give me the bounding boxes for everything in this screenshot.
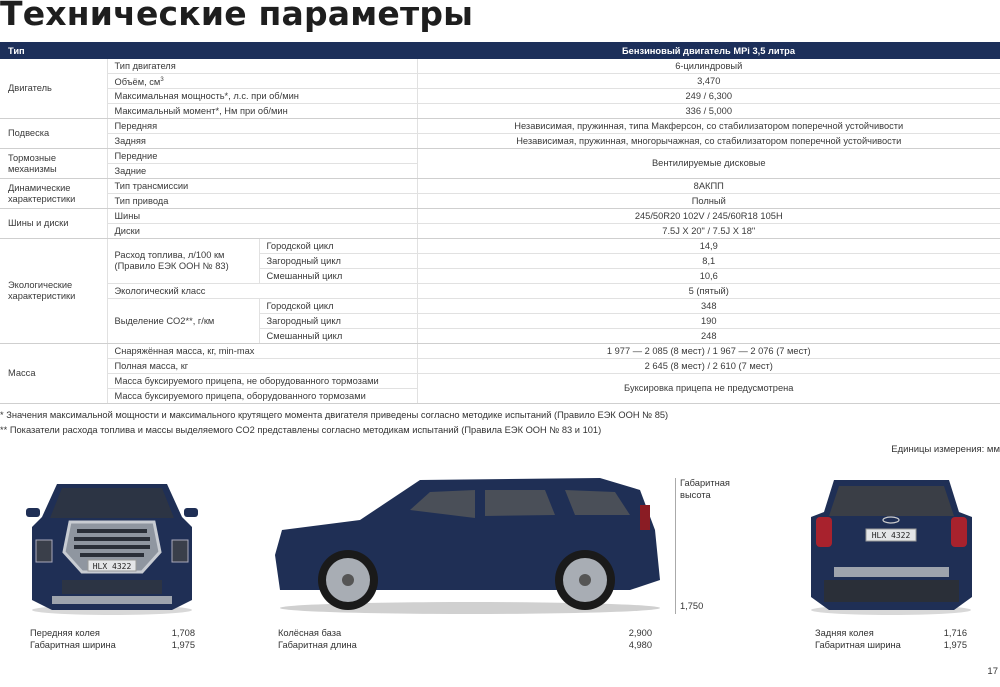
side-dimensions: Колёсная база 2,900 Габаритная длина 4,980 — [278, 628, 652, 650]
table-row — [0, 224, 1000, 239]
table-row — [0, 284, 1000, 299]
group-brakes: Тормозные механизмы — [0, 149, 107, 179]
co2-label: Выделение CO2**, г/км — [107, 299, 259, 344]
table-row — [0, 194, 1000, 209]
footnotes — [0, 408, 668, 438]
row-value: 10,6 — [417, 269, 1000, 284]
row-label: Загородный цикл — [259, 254, 417, 269]
group-mass: Масса — [0, 344, 107, 404]
row-label: Загородный цикл — [259, 314, 417, 329]
row-label: Городской цикл — [259, 299, 417, 314]
row-label: Тип трансмиссии — [107, 179, 417, 194]
header-engine: Бензиновый двигатель MPi 3,5 литра — [417, 42, 1000, 59]
row-value: 7.5J X 20" / 7.5J X 18" — [417, 224, 1000, 239]
height-label: Габаритная высота — [680, 478, 730, 500]
row-value: 2 645 (8 мест) / 2 610 (7 мест) — [417, 359, 1000, 374]
page-title: Технические параметры — [0, 0, 474, 33]
row-label: Передняя — [107, 119, 417, 134]
footnote-1: * Значения максимальной мощности и максимального крутящего момента двигателя приведены согласно методике испытаний (Правило ЕЭК ООН № 85) — [0, 410, 669, 420]
row-value: Независимая, пружинная, многорычажная, со стабилизатором поперечной устойчивости — [417, 134, 1000, 149]
group-eco: Экологические характеристики — [0, 239, 107, 344]
row-label: Объём, $см^3$ — [107, 74, 417, 89]
group-tires: Шины и диски — [0, 209, 107, 239]
row-label: Тип двигателя — [107, 59, 417, 74]
row-label: Снаряжённая масса, кг, min-max — [107, 344, 417, 359]
group-engine: Двигатель — [0, 59, 107, 119]
row-value: 336 / 5,000 — [417, 104, 1000, 119]
row-value: 6-цилиндровый — [417, 59, 1000, 74]
row-value: Вентилируемые дисковые — [417, 149, 1000, 179]
row-value: 348 — [417, 299, 1000, 314]
row-value: 8АКПП — [417, 179, 1000, 194]
row-value: 5 (пятый) — [417, 284, 1000, 299]
row-value: 249 / 6,300 — [417, 89, 1000, 104]
group-suspension: Подвеска — [0, 119, 107, 149]
row-value: 190 — [417, 314, 1000, 329]
row-label: Диски — [107, 224, 417, 239]
row-value: 248 — [417, 329, 1000, 344]
table-row — [0, 239, 1000, 254]
row-label: Смешанный цикл — [259, 329, 417, 344]
row-label: Задние — [107, 164, 417, 179]
row-label: Максимальная мощность*, л.с. при об/мин — [107, 89, 417, 104]
row-label: Тип привода — [107, 194, 417, 209]
rear-dimensions: Задняя колея 1,716 Габаритная ширина 1,975 — [815, 628, 967, 650]
table-row — [0, 74, 1000, 89]
table-row — [0, 344, 1000, 359]
row-label: Задняя — [107, 134, 417, 149]
height-dimension-line — [675, 478, 676, 614]
car-rear-image — [804, 472, 979, 617]
row-value: 14,9 — [417, 239, 1000, 254]
row-value: Независимая, пружинная, типа Макферсон, со стабилизатором поперечной устойчивости — [417, 119, 1000, 134]
row-label: Городской цикл — [259, 239, 417, 254]
row-value: Полный — [417, 194, 1000, 209]
car-front-image — [22, 472, 202, 617]
row-label: Шины — [107, 209, 417, 224]
table-row — [0, 209, 1000, 224]
row-value: 8,1 — [417, 254, 1000, 269]
row-value: Буксировка прицепа не предусмотрена — [417, 374, 1000, 404]
table-header — [0, 42, 1000, 59]
row-value: 3,470 — [417, 74, 1000, 89]
svg-text:HLX 4322: HLX 4322 — [871, 531, 911, 540]
row-value: 245/50R20 102V / 245/60R18 105H — [417, 209, 1000, 224]
page-number: 17 — [987, 666, 998, 677]
table-row — [0, 299, 1000, 314]
row-label: Максимальный момент*, Нм при об/мин — [107, 104, 417, 119]
front-dimensions: Передняя колея 1,708 Габаритная ширина 1,975 — [30, 628, 195, 650]
footnote-2: ** Показатели расхода топлива и массы выделяемого CO2 представлены согласно методикам испытаний (Правила ЕЭК ООН № 83 и 101) — [0, 425, 602, 435]
row-label: Экологический класс — [107, 284, 417, 299]
table-row — [0, 374, 1000, 389]
group-dynamics: Динамические характеристики — [0, 179, 107, 209]
table-row — [0, 119, 1000, 134]
table-row — [0, 134, 1000, 149]
row-label: Передние — [107, 149, 417, 164]
fuel-label: Расход топлива, л/100 км (Правило ЕЭК ООН № 83) — [107, 239, 259, 284]
car-side-image — [270, 470, 665, 615]
spec-table — [0, 42, 1000, 404]
header-type: Тип — [0, 42, 417, 59]
table-row — [0, 104, 1000, 119]
table-row — [0, 179, 1000, 194]
table-row — [0, 59, 1000, 74]
table-row — [0, 149, 1000, 164]
row-label: Смешанный цикл — [259, 269, 417, 284]
table-row — [0, 359, 1000, 374]
row-label: Масса буксируемого прицепа, оборудованного тормозами — [107, 389, 417, 404]
table-row — [0, 89, 1000, 104]
height-value: 1,750 — [680, 601, 704, 611]
svg-text:HLX 4322: HLX 4322 — [92, 562, 132, 571]
row-label: Масса буксируемого прицепа, не оборудованного тормозами — [107, 374, 417, 389]
units-note: Единицы измерения: мм — [891, 444, 1000, 455]
row-label: Полная масса, кг — [107, 359, 417, 374]
row-value: 1 977 — 2 085 (8 мест) / 1 967 — 2 076 (7 мест) — [417, 344, 1000, 359]
